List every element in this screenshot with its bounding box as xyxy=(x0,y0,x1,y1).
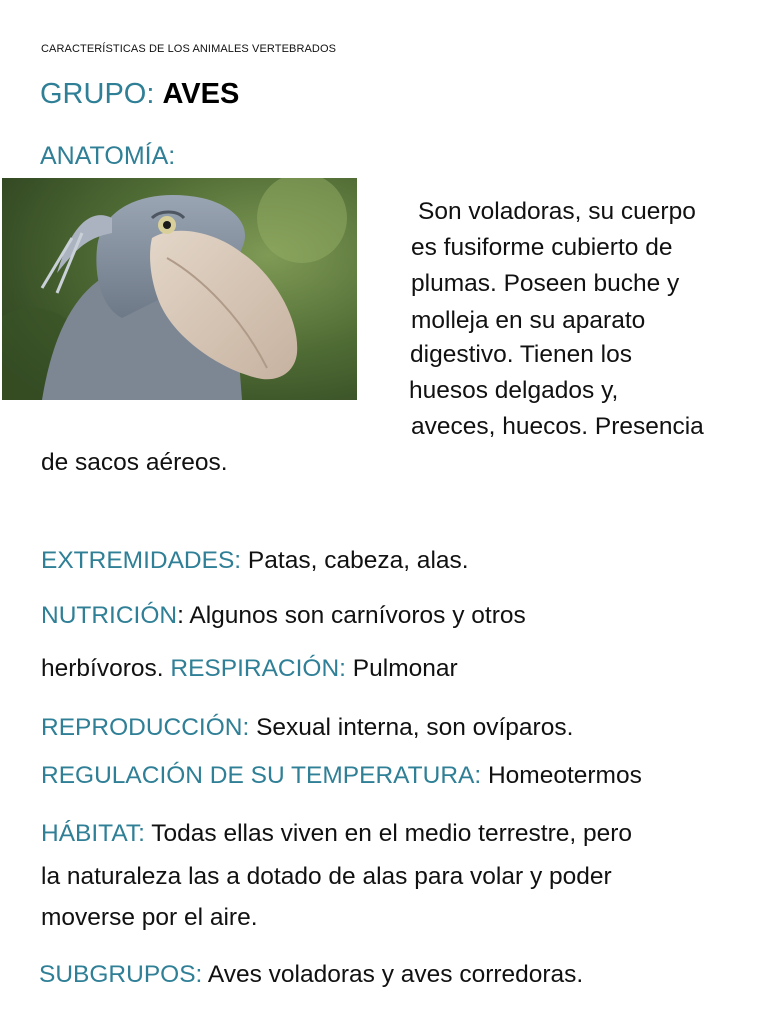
subgroups-label: SUBGRUPOS: xyxy=(39,961,203,988)
temperature-row xyxy=(41,764,642,789)
group-value: AVES xyxy=(162,78,240,110)
nutrition-respiration-row xyxy=(41,657,458,682)
subgroups-row xyxy=(39,963,583,988)
habitat-text-3: moverse por el aire. xyxy=(41,904,258,931)
anatomy-line-5: digestivo. Tienen los xyxy=(410,341,632,368)
extremities-label: EXTREMIDADES: xyxy=(41,547,242,574)
group-label: GRUPO: xyxy=(40,78,155,110)
anatomy-heading: ANATOMÍA: xyxy=(40,142,176,170)
extremities-row xyxy=(41,549,469,574)
respiration-text: Pulmonar xyxy=(346,655,458,682)
temperature-text: Homeotermos xyxy=(481,762,642,789)
shoebill-image xyxy=(2,178,357,400)
reproduction-text: Sexual interna, son ovíparos. xyxy=(249,714,574,741)
document-title: CARACTERÍSTICAS DE LOS ANIMALES VERTEBRADOS xyxy=(41,43,337,55)
nutrition-text: : Algunos son carnívoros y otros xyxy=(177,602,526,629)
nutrition-text-2: herbívoros. xyxy=(41,655,171,682)
anatomy-line-3: plumas. Poseen buche y xyxy=(411,270,680,297)
anatomy-line-1: Son voladoras, su cuerpo xyxy=(418,198,696,225)
anatomy-line-4: molleja en su aparato xyxy=(411,307,646,334)
group-heading xyxy=(40,78,239,111)
anatomy-line-7: aveces, huecos. Presencia xyxy=(411,413,704,440)
temperature-label: REGULACIÓN DE SU TEMPERATURA: xyxy=(41,762,482,789)
habitat-text-1: Todas ellas viven en el medio terrestre, pero xyxy=(144,820,633,847)
habitat-label: HÁBITAT: xyxy=(41,820,145,847)
habitat-text-2: la naturaleza las a dotado de alas para volar y poder xyxy=(41,863,612,890)
subgroups-text: Aves voladoras y aves corredoras. xyxy=(202,961,584,988)
nutrition-row xyxy=(41,604,526,629)
reproduction-row xyxy=(41,716,573,741)
anatomy-line-8: de sacos aéreos. xyxy=(41,449,228,476)
extremities-text: Patas, cabeza, alas. xyxy=(241,547,469,574)
habitat-row xyxy=(41,822,632,847)
anatomy-line-2: es fusiforme cubierto de xyxy=(411,234,673,261)
shoebill-photo xyxy=(2,178,357,400)
reproduction-label: REPRODUCCIÓN: xyxy=(41,714,250,741)
nutrition-label: NUTRICIÓN xyxy=(41,602,178,629)
anatomy-line-6: huesos delgados y, xyxy=(409,377,619,404)
respiration-label: RESPIRACIÓN: xyxy=(170,655,346,682)
